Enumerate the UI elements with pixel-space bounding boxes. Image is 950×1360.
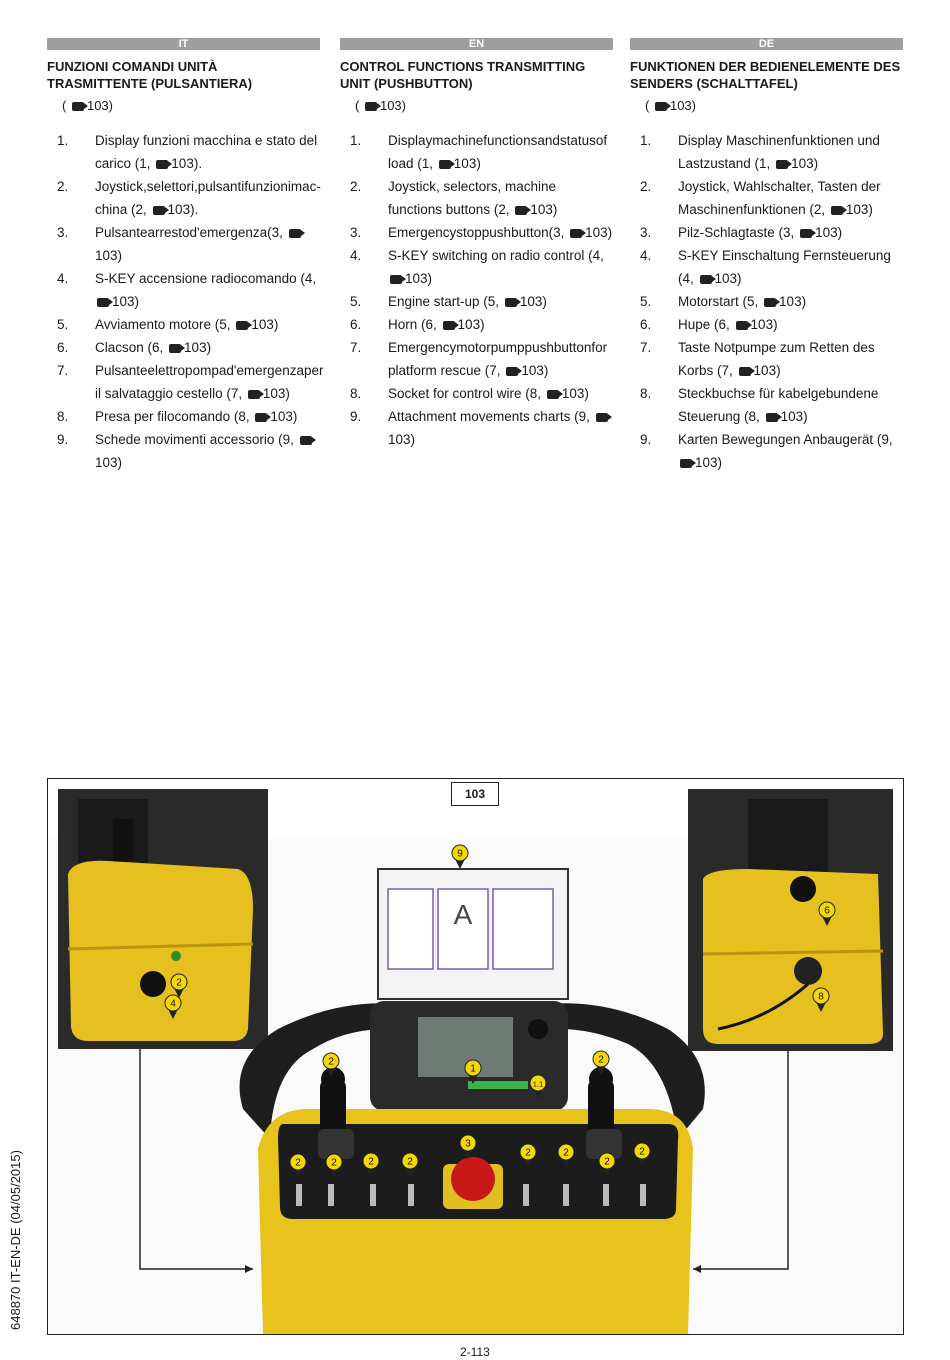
section-title: FUNZIONI COMANDI UNITÀ TRASMITTENTE (PULSANTIERA) [47, 59, 253, 91]
document-code: 648870 IT-EN-DE (04/05/2015) [8, 1150, 23, 1330]
item-number: 8. [57, 409, 69, 424]
chart-letter: A [453, 899, 473, 930]
item-text: Presa per filocomando (8, 103) [95, 409, 298, 424]
list-item [47, 267, 320, 313]
camera-icon [439, 160, 451, 169]
left-side-photo [58, 789, 268, 1049]
item-text: Clacson (6, 103) [95, 340, 212, 355]
svg-text:2: 2 [598, 1054, 604, 1066]
camera-icon [570, 229, 582, 238]
item-number: 4. [640, 248, 652, 263]
item-number: 4. [350, 248, 362, 263]
camera-icon [505, 298, 517, 307]
column-de [630, 38, 903, 474]
item-text: Motorstart (5, 103) [678, 294, 807, 309]
item-text: Socket for control wire (8, 103) [388, 386, 589, 401]
svg-text:2: 2 [639, 1146, 645, 1158]
list-item [340, 313, 613, 336]
svg-text:2: 2 [407, 1156, 413, 1168]
camera-icon [169, 344, 181, 353]
item-number: 8. [640, 386, 652, 401]
item-text: S-KEY switching on radio control (4, 103) [388, 248, 604, 286]
camera-icon [655, 102, 667, 111]
figure-label: 103 [451, 782, 499, 806]
camera-icon [289, 229, 301, 238]
list-item [340, 336, 613, 382]
item-text: Schede movimenti accessorio (9, 103) [95, 428, 320, 474]
item-number: 5. [350, 294, 362, 309]
svg-text:3: 3 [465, 1138, 471, 1150]
camera-icon [390, 275, 402, 284]
figure-103 [47, 778, 904, 1335]
item-number: 2. [350, 179, 362, 194]
item-text: Joystick, Wahlschalter, Tasten der Maschinenfunktionen (2, 103) [678, 179, 881, 217]
item-text: Display Maschinenfunktionen und Lastzustand (1, 103) [678, 133, 880, 171]
list-item [47, 336, 320, 359]
camera-icon [547, 390, 559, 399]
svg-text:9: 9 [457, 848, 463, 860]
item-text: Display funzioni macchina e stato del carico (1, 103). [95, 133, 318, 171]
item-text: Avviamento motore (5, 103) [95, 317, 279, 332]
item-number: 1. [640, 133, 652, 148]
camera-icon [515, 206, 527, 215]
camera-icon [739, 367, 751, 376]
camera-icon [680, 459, 692, 468]
svg-text:8: 8 [818, 991, 824, 1003]
item-number: 3. [350, 225, 362, 240]
camera-icon [766, 413, 778, 422]
item-text: Horn (6, 103) [388, 317, 485, 332]
list-item [47, 359, 324, 405]
right-side-photo [688, 789, 893, 1051]
list-item [340, 290, 613, 313]
item-number: 6. [640, 317, 652, 332]
list-item [630, 244, 903, 290]
camera-icon [831, 206, 843, 215]
camera-icon [800, 229, 812, 238]
item-number: 7. [57, 363, 69, 378]
item-text: Steckbuchse für kabelgebundene Steuerung (8, 103) [678, 386, 879, 424]
camera-icon [97, 298, 109, 307]
list-item [47, 129, 320, 175]
camera-icon [255, 413, 267, 422]
function-list [340, 129, 613, 451]
list-item [630, 313, 903, 336]
item-number: 2. [57, 179, 69, 194]
item-text: Pulsantearrestod'emergenza(3, 103) [95, 221, 320, 267]
svg-text:2: 2 [331, 1157, 337, 1169]
list-item [630, 221, 903, 244]
item-number: 5. [57, 317, 69, 332]
item-text: S-KEY accensione radiocomando (4, 103) [95, 271, 317, 309]
camera-icon [248, 390, 260, 399]
svg-text:6: 6 [824, 905, 830, 917]
camera-icon [236, 321, 248, 330]
section-title: FUNKTIONEN DER BEDIENELEMENTE DES SENDERS (SCHALTTAFEL) [630, 59, 901, 91]
item-text: Displaymachinefunctionsandstatusof load (1, 103) [388, 133, 608, 171]
language-bar: DE [630, 38, 903, 50]
figure-reference: ( 103) [355, 98, 406, 113]
item-text: Karten Bewegungen Anbaugerät (9, 103) [678, 432, 893, 470]
camera-icon [365, 102, 377, 111]
section-title: CONTROL FUNCTIONS TRANSMITTING UNIT (PUSHBUTTON) [340, 59, 586, 91]
item-number: 4. [57, 271, 69, 286]
item-text: Pulsanteelettropompad'emergenzaper il salvataggio cestello (7, 103) [95, 363, 324, 401]
list-item [630, 428, 903, 474]
camera-icon [776, 160, 788, 169]
figure-reference: ( 103) [62, 98, 113, 113]
item-text: Joystick, selectors, machine functions buttons (2, 103) [388, 179, 558, 217]
camera-icon [764, 298, 776, 307]
camera-icon [596, 413, 608, 422]
item-text: Pilz-Schlagtaste (3, 103) [678, 225, 843, 240]
item-number: 9. [57, 432, 69, 447]
svg-text:4: 4 [170, 998, 176, 1010]
camera-icon [443, 321, 455, 330]
list-item [47, 428, 320, 474]
item-number: 7. [350, 340, 362, 355]
camera-icon [156, 160, 168, 169]
list-item [340, 244, 613, 290]
item-text: S-KEY Einschaltung Fernsteuerung (4, 103) [678, 248, 891, 286]
item-number: 6. [57, 340, 69, 355]
language-bar: IT [47, 38, 320, 50]
figure-reference: ( 103) [645, 98, 696, 113]
list-item [340, 382, 613, 405]
item-number: 1. [350, 133, 362, 148]
language-bar: EN [340, 38, 613, 50]
svg-text:2: 2 [604, 1156, 610, 1168]
svg-text:2: 2 [525, 1147, 531, 1159]
list-item [47, 405, 320, 428]
svg-text:2: 2 [563, 1147, 569, 1159]
list-item [340, 129, 613, 175]
item-number: 2. [640, 179, 652, 194]
item-number: 1. [57, 133, 69, 148]
item-text: Joystick,selettori,pulsantifunzionimac-china (2, 103). [95, 179, 321, 217]
item-number: 9. [350, 409, 362, 424]
list-item [630, 175, 903, 221]
camera-icon [506, 367, 518, 376]
item-number: 7. [640, 340, 652, 355]
svg-text:2: 2 [295, 1157, 301, 1169]
item-text: Attachment movements charts (9, 103) [388, 405, 613, 451]
list-item [630, 336, 903, 382]
function-list [630, 129, 903, 474]
list-item [340, 175, 613, 221]
item-number: 6. [350, 317, 362, 332]
camera-icon [153, 206, 165, 215]
svg-text:2: 2 [328, 1056, 334, 1068]
function-list [47, 129, 324, 474]
item-text: Emergencystoppushbutton(3, 103) [388, 225, 613, 240]
page-number: 2-113 [460, 1345, 490, 1359]
item-number: 3. [57, 225, 69, 240]
list-item [47, 313, 320, 336]
item-number: 9. [640, 432, 652, 447]
item-number: 5. [640, 294, 652, 309]
remote-control-illustration [48, 779, 903, 1334]
list-item [630, 382, 903, 428]
camera-icon [72, 102, 84, 111]
list-item [47, 221, 320, 267]
item-number: 3. [640, 225, 652, 240]
column-en [340, 38, 613, 451]
svg-text:1: 1 [470, 1063, 476, 1075]
item-text: Engine start-up (5, 103) [388, 294, 547, 309]
svg-text:2: 2 [368, 1156, 374, 1168]
list-item [630, 129, 903, 175]
svg-text:1.1: 1.1 [532, 1079, 544, 1089]
svg-text:2: 2 [176, 977, 182, 989]
item-text: Hupe (6, 103) [678, 317, 778, 332]
item-text: Emergencymotorpumppushbuttonfor platform rescue (7, 103) [388, 340, 608, 378]
list-item [340, 221, 613, 244]
camera-icon [700, 275, 712, 284]
list-item [630, 290, 903, 313]
item-number: 8. [350, 386, 362, 401]
camera-icon [736, 321, 748, 330]
list-item [340, 405, 613, 451]
item-text: Taste Notpumpe zum Retten des Korbs (7, 103) [678, 340, 875, 378]
list-item [47, 175, 320, 221]
column-it [47, 38, 324, 474]
camera-icon [300, 436, 312, 445]
